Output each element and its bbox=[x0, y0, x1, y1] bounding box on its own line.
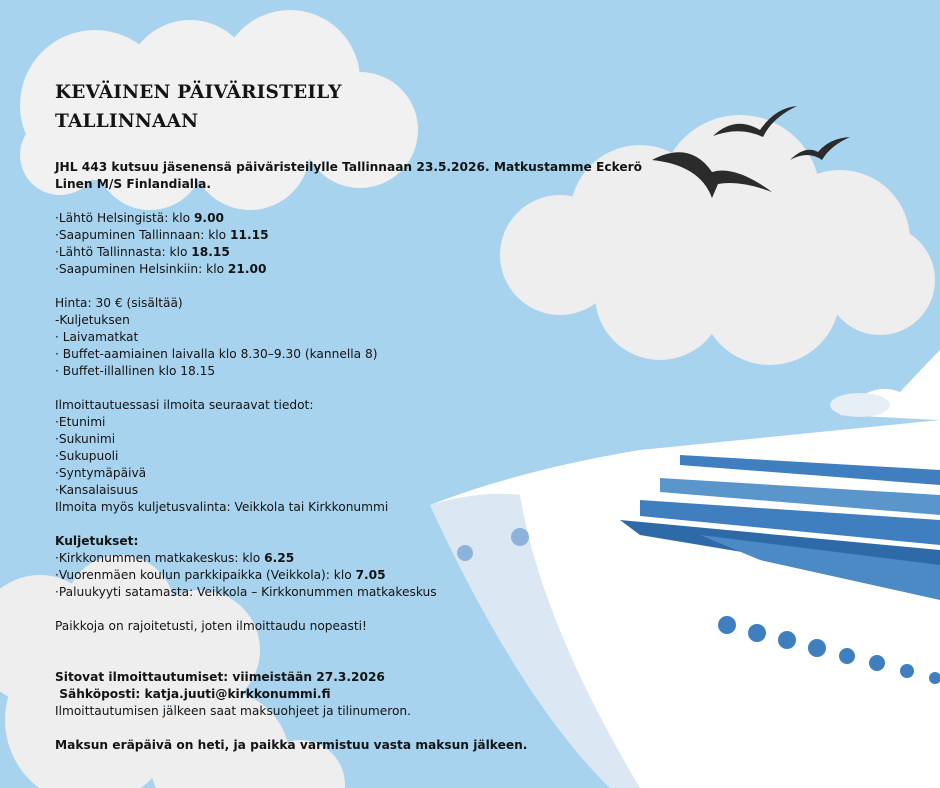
schedule-label: ·Saapuminen Tallinnaan: klo bbox=[55, 228, 231, 242]
registration-footer: Ilmoita myös kuljetusvalinta: Veikkola tai Kirkkonummi bbox=[55, 500, 389, 514]
transport-time: 6.25 bbox=[264, 551, 295, 565]
transport-label: ·Kirkkonummen matkakeskus: klo bbox=[55, 551, 265, 565]
intro-text: JHL 443 kutsuu jäsenensä päiväristeilylle Tallinnaan 23.5.2026. Matkustamme Eckerö Linen M/S Finlandialla. bbox=[55, 160, 642, 191]
transport-label: ·Vuorenmäen koulun parkkipaikka (Veikkola): klo bbox=[55, 568, 356, 582]
price-section bbox=[55, 295, 655, 380]
schedule-label: ·Saapuminen Helsinkiin: klo bbox=[55, 262, 228, 276]
price-item: · Buffet-aamiainen laivalla klo 8.30–9.30 (kannella 8) bbox=[55, 347, 378, 361]
title-line-1: KEVÄINEN PÄIVÄRISTEILY bbox=[55, 82, 342, 103]
schedule-item bbox=[55, 227, 655, 244]
after-registration-text: Ilmoittautumisen jälkeen saat maksuohjeet ja tilinumeron. bbox=[55, 704, 412, 718]
schedule-item bbox=[55, 244, 655, 261]
price-item: · Laivamatkat bbox=[55, 330, 139, 344]
schedule-item bbox=[55, 261, 655, 278]
payment-due-text: Maksun eräpäivä on heti, ja paikka varmistuu vasta maksun jälkeen. bbox=[55, 738, 528, 752]
transport-section bbox=[55, 533, 655, 601]
transport-item bbox=[55, 550, 655, 567]
schedule-time: 18.15 bbox=[191, 245, 230, 259]
price-item: -Kuljetuksen bbox=[55, 313, 130, 327]
registration-item: ·Kansalaisuus bbox=[55, 483, 139, 497]
flyer-text bbox=[55, 78, 655, 754]
transport-time: 7.05 bbox=[355, 568, 386, 582]
transport-label: ·Paluukyyti satamasta: Veikkola – Kirkkonummen matkakeskus bbox=[55, 585, 437, 599]
schedule-time: 9.00 bbox=[193, 211, 225, 225]
transport-heading: Kuljetukset: bbox=[55, 534, 139, 548]
registration-item: ·Syntymäpäivä bbox=[55, 466, 147, 480]
price-item: · Buffet-illallinen klo 18.15 bbox=[55, 364, 216, 378]
email-text[interactable]: Sähköposti: katja.juuti@kirkkonummi.fi bbox=[55, 687, 331, 701]
schedule-time: 11.15 bbox=[230, 228, 269, 242]
schedule-label: ·Lähtö Tallinnasta: klo bbox=[55, 245, 192, 259]
schedule-item bbox=[55, 210, 655, 227]
schedule-label: ·Lähtö Helsingistä: klo bbox=[55, 211, 194, 225]
transport-item bbox=[55, 584, 655, 601]
schedule-list bbox=[55, 210, 655, 278]
limited-notice: Paikkoja on rajoitetusti, joten ilmoittaudu nopeasti! bbox=[55, 619, 367, 633]
registration-item: ·Etunimi bbox=[55, 415, 106, 429]
deadline-text: Sitovat ilmoittautumiset: viimeistään 27.3.2026 bbox=[55, 670, 385, 684]
schedule-time: 21.00 bbox=[227, 262, 267, 276]
registration-item: ·Sukunimi bbox=[55, 432, 116, 446]
registration-item: ·Sukupuoli bbox=[55, 449, 119, 463]
registration-heading: Ilmoittautuessasi ilmoita seuraavat tiedot: bbox=[55, 398, 314, 412]
page-title bbox=[55, 78, 655, 136]
title-line-2: TALLINNAAN bbox=[55, 111, 199, 132]
transport-item bbox=[55, 567, 655, 584]
registration-section bbox=[55, 397, 655, 516]
price-heading: Hinta: 30 € (sisältää) bbox=[55, 296, 183, 310]
